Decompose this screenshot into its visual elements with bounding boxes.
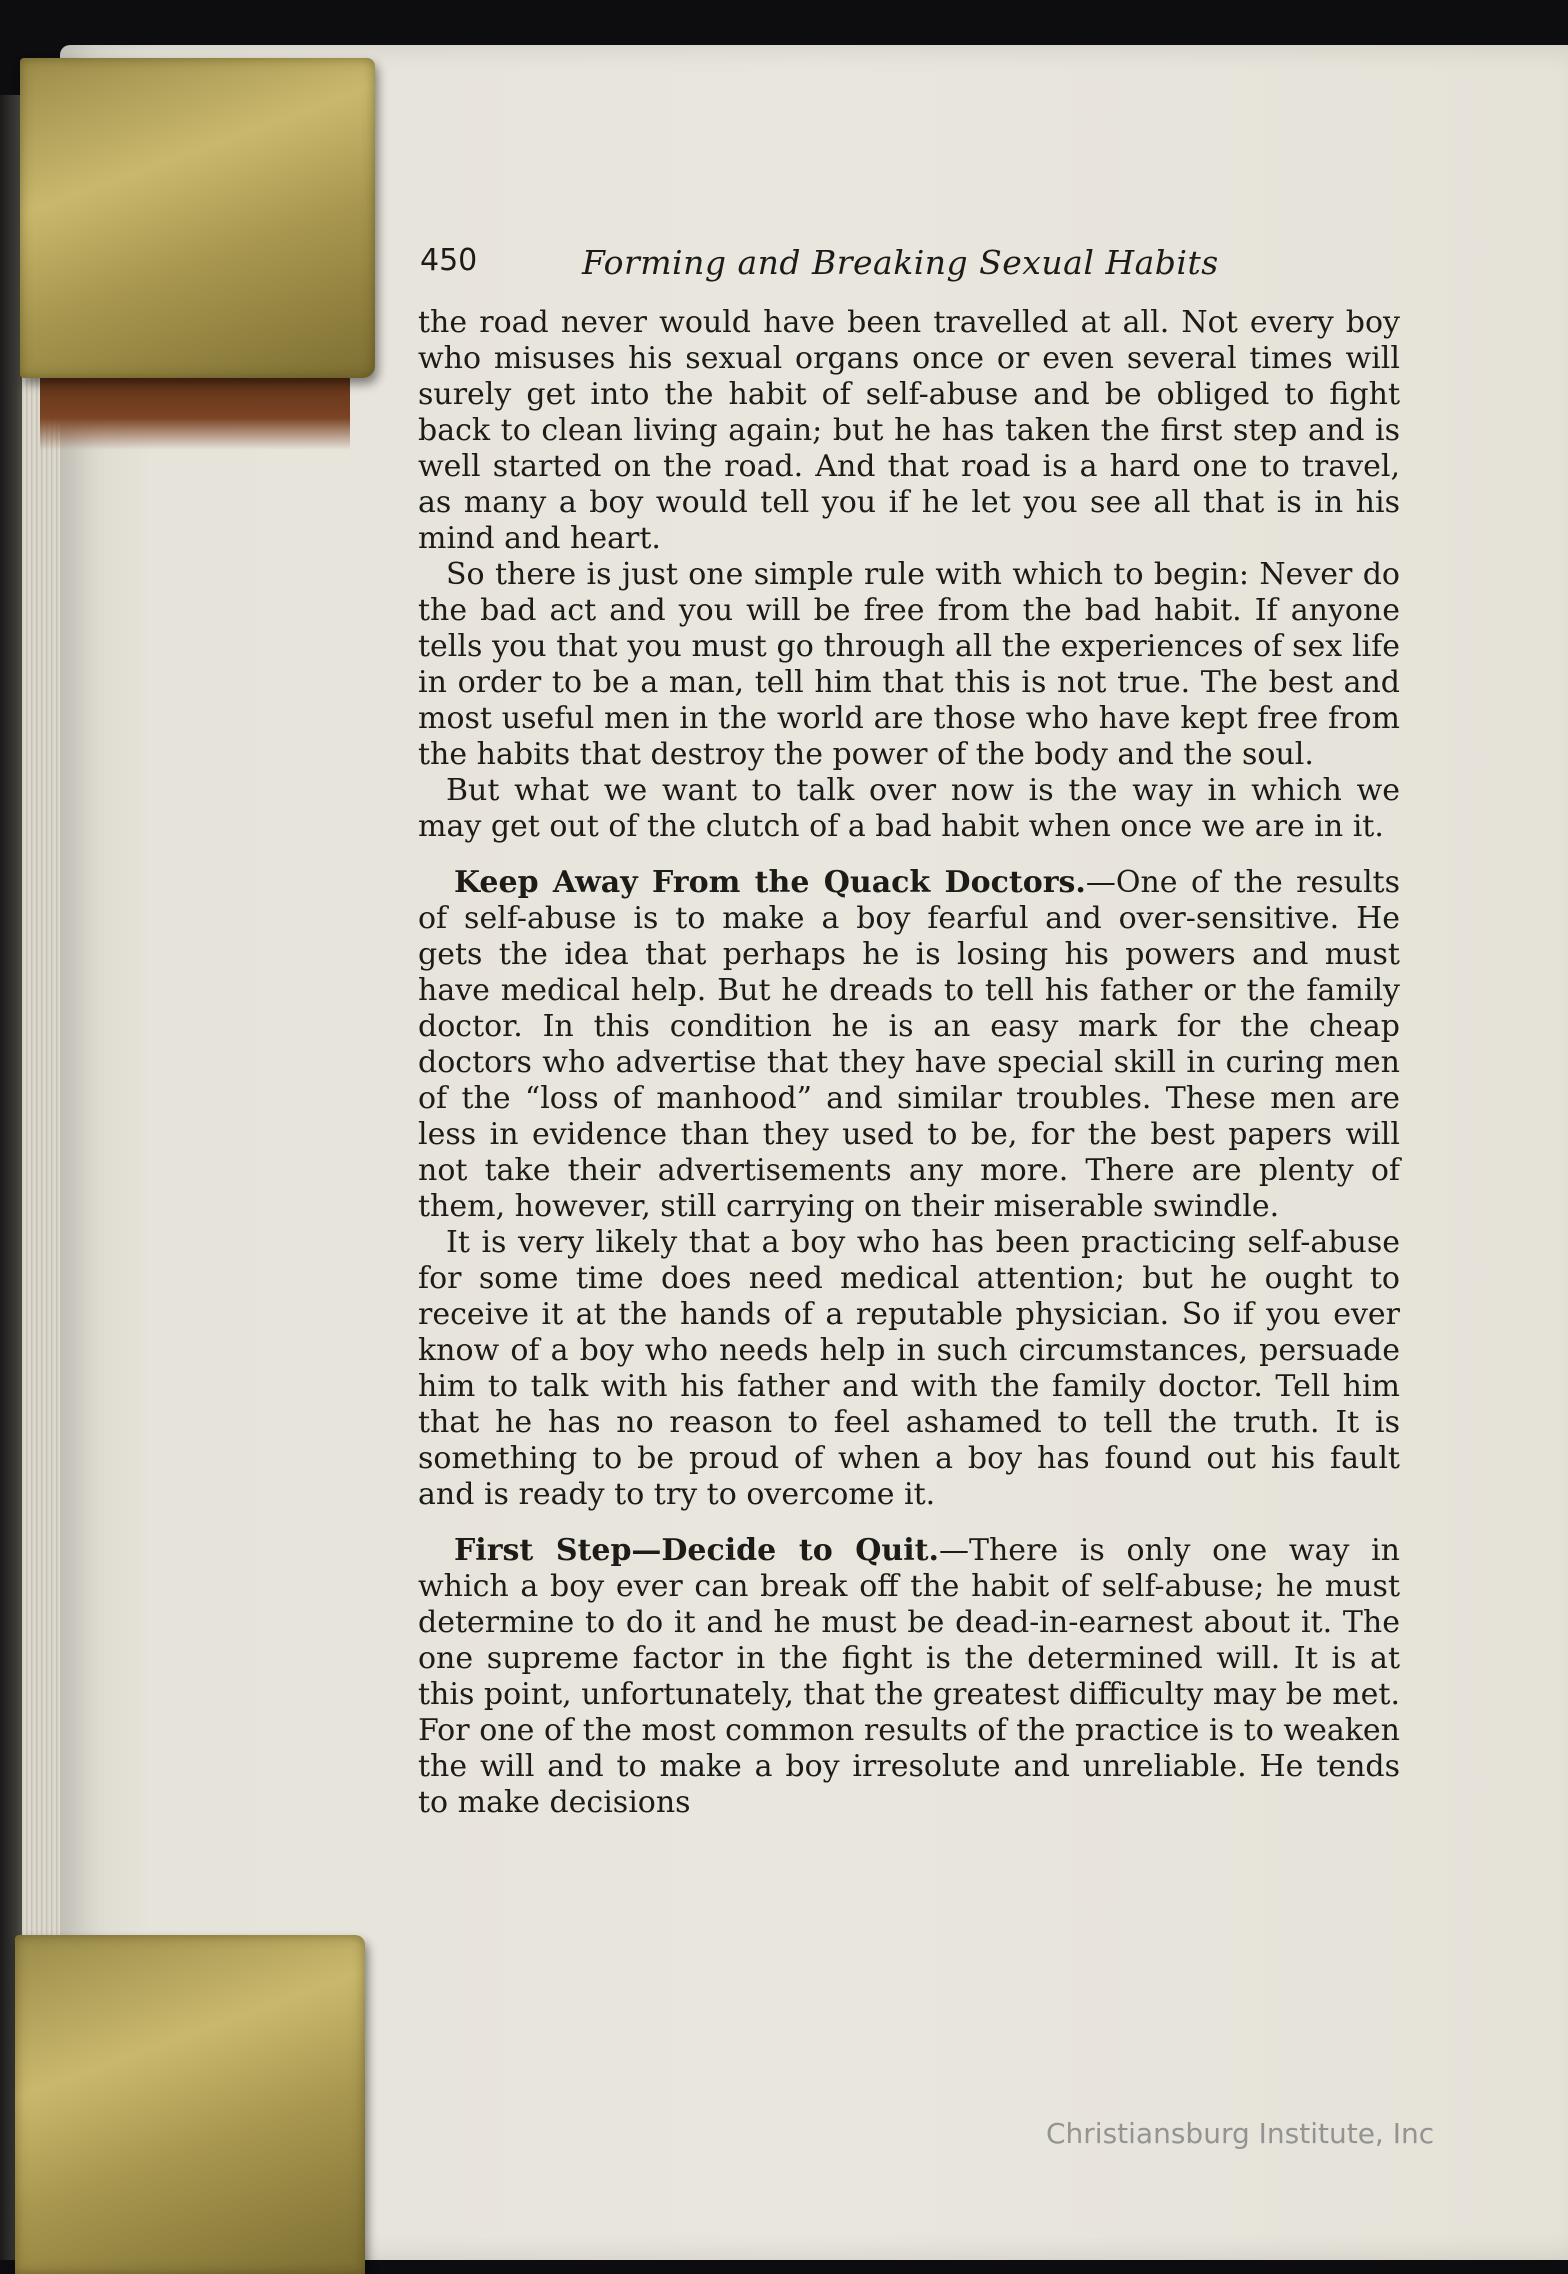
paragraph <box>418 773 1400 845</box>
paragraph <box>418 557 1400 773</box>
running-title: Forming and Breaking Sexual Habits <box>582 243 1219 282</box>
paragraph-text: It is very likely that a boy who has been practicing self-abuse for some time does need medical attention; but he ought to receive it at the hands of a reputable physician. So if you ever know of a boy who needs help in such circumstances, persuade him to talk with his father and with the family doctor. Tell him that he has no reason to feel ashamed to tell the truth. It is something to be proud of when a boy has found out his fault and is ready to try to overcome it. <box>418 1225 1400 1512</box>
page-number: 450 <box>420 243 478 278</box>
paragraph-text: —There is only one way in which a boy ever can break off the habit of self-abuse; he must determine to do it and he must be dead-in-earnest about it. The one supreme factor in the fight is the determined will. It is at this point, unfortunately, that the greatest difficulty may be met. For one of the most common results of the practice is to weaken the will and to make a boy irresolute and unreliable. He tends to make decisions <box>418 1533 1400 1820</box>
paragraph <box>418 305 1400 557</box>
paragraph-text: But what we want to talk over now is the way in which we may get out of the clutch of a bad habit when once we are in it. <box>418 773 1400 844</box>
clip-shadow <box>40 370 350 450</box>
top-page-clip <box>20 58 375 378</box>
section-paragraph <box>418 865 1400 1225</box>
paragraph <box>418 1225 1400 1513</box>
page-body <box>418 305 1400 1821</box>
section-heading: First Step—Decide to Quit. <box>454 1533 939 1568</box>
bottom-page-clip <box>15 1935 365 2274</box>
section-paragraph <box>418 1533 1400 1821</box>
running-header <box>420 243 1320 283</box>
section-heading: Keep Away From the Quack Doctors. <box>454 865 1086 900</box>
paragraph-text: —One of the results of self-abuse is to make a boy fearful and over-sensitive. He gets the idea that perhaps he is losing his powers and must have medical help. But he dreads to tell his father or the family doctor. In this condition he is an easy mark for the cheap doctors who advertise that they have special skill in curing men of the “loss of manhood” and similar troubles. These men are less in evidence than they used to be, for the best papers will not take their advertisements any more. There are plenty of them, however, still carrying on their miserable swindle. <box>418 865 1400 1224</box>
paragraph-text: So there is just one simple rule with which to begin: Never do the bad act and you will be free from the bad habit. If anyone tells you that you must go through all the experiences of sex life in order to be a man, tell him that this is not true. The best and most useful men in the world are those who have kept free from the habits that destroy the power of the body and the soul. <box>418 557 1400 772</box>
paragraph-text: the road never would have been travelled at all. Not every boy who misuses his sexual organs once or even several times will surely get into the habit of self-abuse and be obliged to fight back to clean living again; but he has taken the first step and is well started on the road. And that road is a hard one to travel, as many a boy would tell you if he let you see all that is in his mind and heart. <box>418 305 1400 556</box>
watermark: Christiansburg Institute, Inc <box>1046 2117 1435 2150</box>
